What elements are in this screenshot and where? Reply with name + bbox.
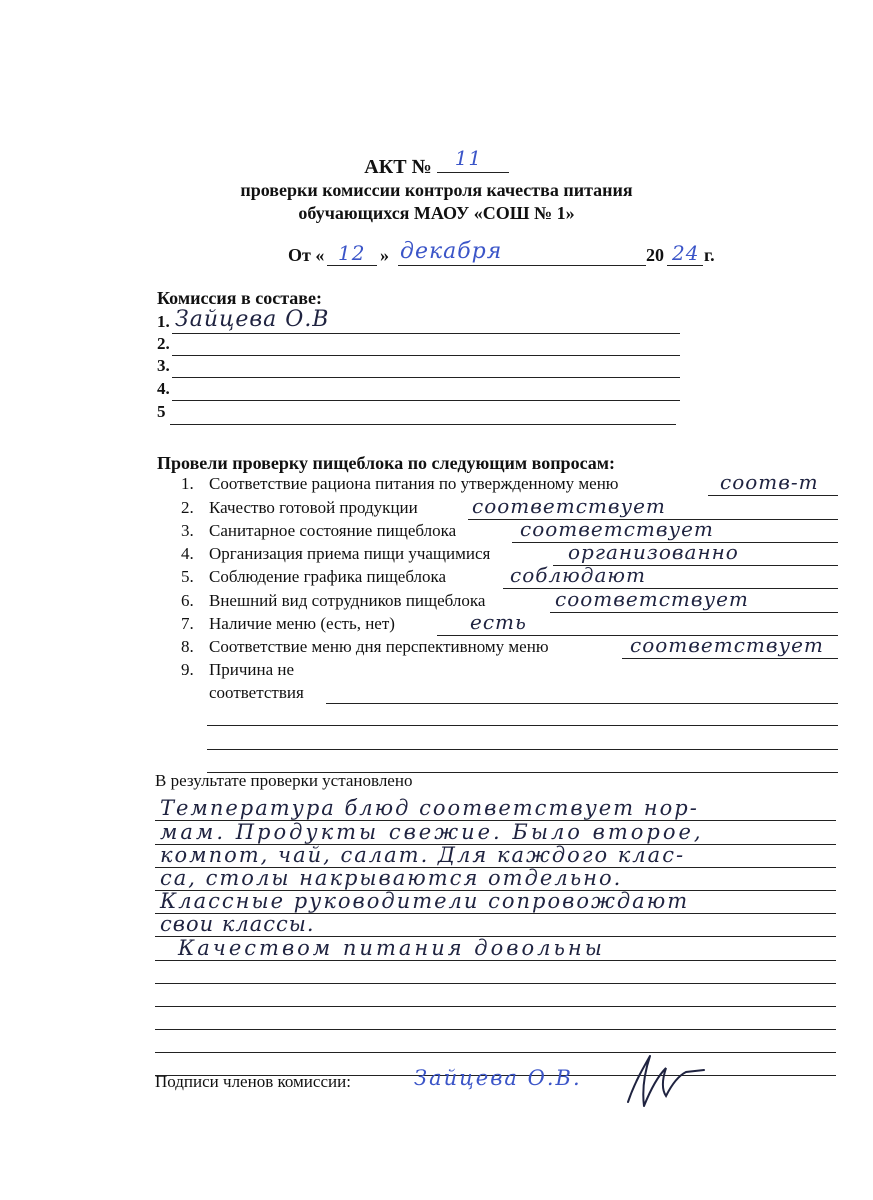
- year-suffix: 24: [672, 241, 700, 265]
- answer-line: [550, 612, 838, 613]
- member-num: 4.: [157, 379, 170, 398]
- result-text-line: са, столы накрываются отдельно.: [160, 866, 623, 890]
- result-line: [155, 960, 836, 961]
- answer: соответствует: [520, 517, 714, 541]
- inspection-item: 7. Наличие меню (есть, нет): [181, 614, 395, 633]
- answer: организованно: [568, 540, 739, 564]
- member-num: 5: [157, 402, 166, 421]
- year-end: г.: [704, 245, 715, 265]
- commission-heading: Комиссия в составе:: [157, 288, 322, 308]
- member-line: [172, 333, 680, 334]
- answer: соблюдают: [510, 563, 646, 587]
- year-line: [667, 265, 703, 266]
- result-text-line: Качеством питания довольны: [178, 936, 605, 960]
- member-line: [172, 377, 680, 378]
- act-subtitle-line2: обучающихся МАОУ «СОШ № 1»: [298, 203, 575, 223]
- answer: соотв-т: [720, 470, 819, 494]
- act-subtitle-line1: проверки комиссии контроля качества питания: [240, 180, 633, 200]
- member-num: 2.: [157, 334, 170, 353]
- inspection-item: 6. Внешний вид сотрудников пищеблока: [181, 591, 486, 610]
- answer: соответствует: [630, 633, 824, 657]
- signatures-label: Подписи членов комиссии:: [155, 1072, 351, 1091]
- reason-label: соответствия: [209, 683, 304, 702]
- act-title: [0, 146, 873, 179]
- answer-line: [622, 658, 838, 659]
- reason-line: [207, 749, 838, 750]
- reason-line: [207, 725, 838, 726]
- inspection-heading: Провели проверку пищеблока по следующим вопросам:: [157, 453, 616, 473]
- date-day-line: [327, 265, 377, 266]
- result-line: [155, 1006, 836, 1007]
- answer-line: [708, 495, 838, 496]
- result-line: [155, 1052, 836, 1053]
- answer: есть: [470, 610, 527, 634]
- year-prefix: 20: [646, 245, 664, 265]
- inspection-item: 4. Организация приема пищи учащимися: [181, 544, 491, 563]
- act-number: 11: [454, 146, 483, 170]
- result-line: [155, 983, 836, 984]
- inspection-item: 2. Качество готовой продукции: [181, 498, 418, 517]
- date-month-line: [398, 265, 646, 266]
- reason-line: [326, 703, 838, 704]
- member-num: 3.: [157, 356, 170, 375]
- member-line: [170, 424, 676, 425]
- inspection-item: 5. Соблюдение графика пищеблока: [181, 567, 447, 586]
- member-num: 1.: [157, 312, 170, 331]
- result-text-line: Температура блюд соответствует нор-: [160, 796, 699, 820]
- act-label: АКТ №: [364, 156, 432, 178]
- date-month: декабря: [400, 239, 503, 264]
- inspection-item: 1. Соответствие рациона питания по утвержденному меню: [181, 474, 619, 493]
- inspection-item: 9. Причина не: [181, 660, 295, 679]
- date-quote-close: »: [380, 245, 389, 265]
- result-text-line: компот, чай, салат. Для каждого клас-: [160, 843, 686, 867]
- result-text-line: свои классы.: [160, 912, 315, 936]
- inspection-item: 8. Соответствие меню дня перспективному меню: [181, 637, 549, 656]
- result-heading: В результате проверки установлено: [155, 771, 413, 790]
- signature-name: Зайцева О.В.: [414, 1066, 582, 1090]
- answer: соответствует: [555, 587, 749, 611]
- member-name: Зайцева О.В: [175, 307, 330, 332]
- member-line: [172, 400, 680, 401]
- inspection-item: 3. Санитарное состояние пищеблока: [181, 521, 457, 540]
- act-number-field: [437, 146, 509, 173]
- date-day: 12: [338, 241, 366, 265]
- result-text-line: мам. Продукты свежие. Было второе,: [160, 820, 704, 844]
- date-from-label: От «: [288, 245, 325, 265]
- result-text-line: Классные руководители сопровождают: [160, 889, 690, 913]
- member-line: [172, 355, 680, 356]
- handwritten-signature: [620, 1050, 710, 1112]
- answer: соответствует: [472, 494, 666, 518]
- result-line: [155, 1029, 836, 1030]
